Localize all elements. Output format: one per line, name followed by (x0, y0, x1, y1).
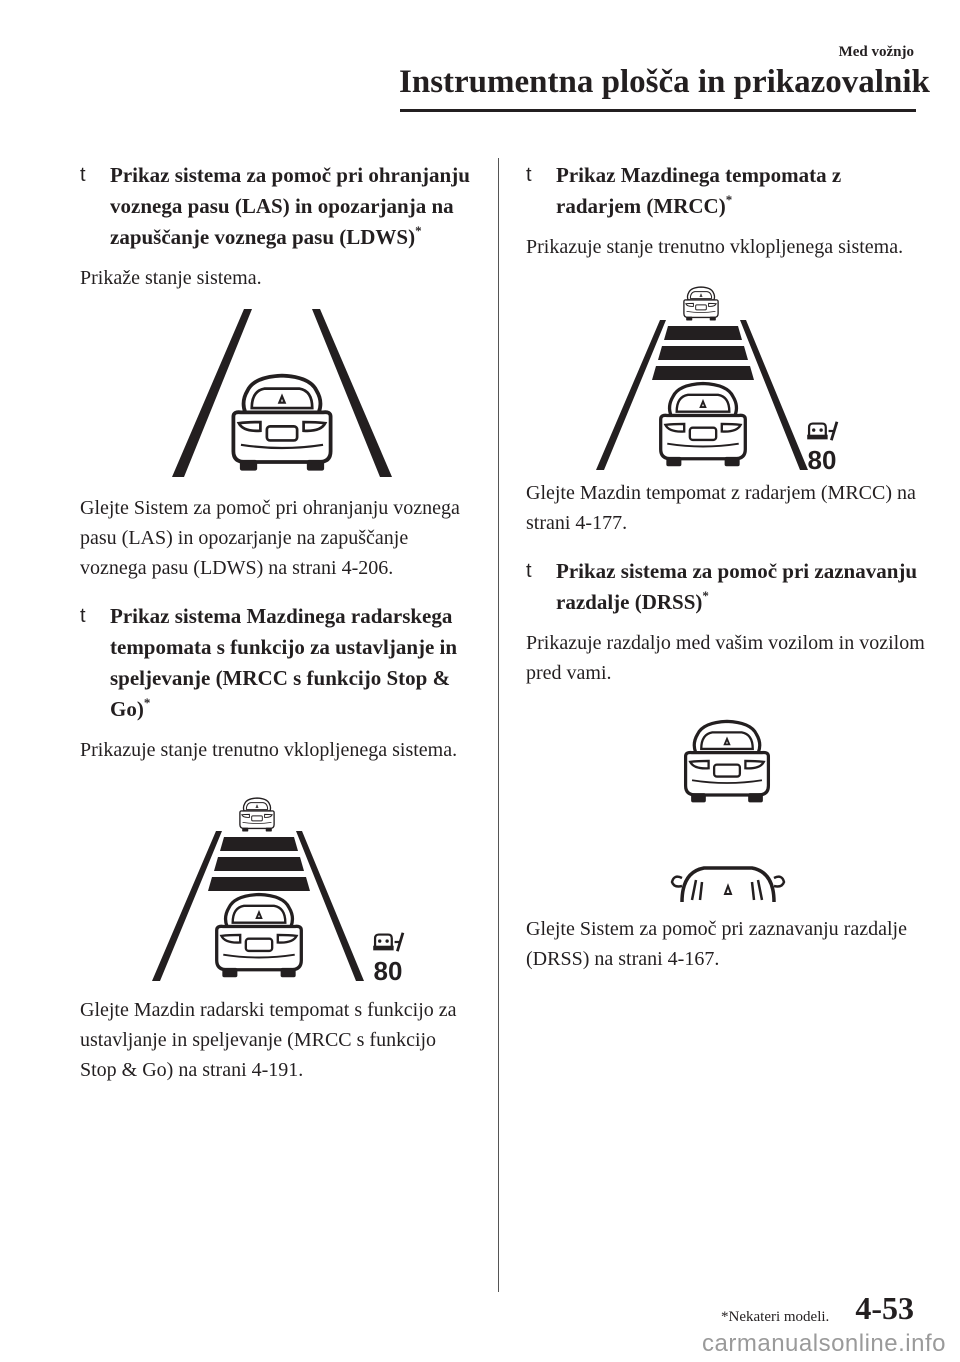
bullet-icon: t (526, 164, 532, 186)
footnote: *Nekateri modeli. (721, 1309, 830, 1325)
set-speed-value: 80 (373, 956, 403, 981)
radar-cruise-icon (576, 284, 926, 470)
section-title: Prikaz sistema za pomoč pri zaznavanju razdalje (DRSS) (556, 559, 918, 614)
section-title: Prikaz sistema Mazdinega radarskega tempomata s funkcijo za ustavljanje in speljevanje (MRCC s funkcijo Stop & Go) (110, 604, 458, 721)
section-heading (526, 556, 926, 618)
header-divider (400, 109, 916, 112)
section-mrcc-stop-go (80, 601, 470, 1085)
section-heading (80, 160, 470, 253)
lane-keep-icon (172, 305, 470, 481)
section-body: Prikaže stanje sistema. (80, 267, 262, 289)
page-title: Instrumentna plošča in prikazovalnik (399, 64, 930, 100)
section-body: Prikazuje stanje trenutno vklopljenega sistema. (80, 739, 458, 761)
footnote-marker: * (725, 192, 733, 207)
section-las-ldws (80, 160, 470, 583)
section-body: Prikazuje stanje trenutno vklopljenega sistema. (526, 236, 904, 258)
set-speed-value: 80 (807, 445, 837, 470)
radar-distance-icon (373, 933, 403, 952)
section-reference: Glejte Mazdin radarski tempomat s funkcijo za ustavljanje in speljevanje (MRCC s funkcijo Stop & Go) na strani 4-191. (80, 999, 457, 1081)
section-drss (526, 556, 926, 974)
radar-cruise-icon (152, 795, 470, 981)
header-section: Med vožnjo (838, 44, 914, 60)
section-heading (80, 601, 470, 725)
section-body: Prikazuje razdaljo med vašim vozilom in vozilom pred vami. (526, 632, 925, 684)
section-reference: Glejte Sistem za pomoč pri zaznavanju razdalje (DRSS) na strani 4-167. (526, 918, 907, 970)
watermark: carmanualsonline.info (702, 1330, 946, 1357)
footnote-marker: * (702, 588, 709, 603)
column-divider (498, 158, 499, 1292)
bullet-icon: t (526, 560, 532, 582)
footnote-marker: * (415, 223, 422, 238)
radar-distance-icon (807, 422, 837, 441)
section-reference: Glejte Sistem za pomoč pri ohranjanju voznega pasu (LAS) in opozarjanje na zapuščanje voznega pasu (LDWS) na strani 4-206. (80, 497, 460, 579)
footnote-marker: * (143, 695, 151, 710)
bullet-icon: t (80, 164, 86, 186)
section-reference: Glejte Mazdin tempomat z radarjem (MRCC) na strani 4-177. (526, 482, 916, 534)
right-column (526, 160, 926, 992)
bullet-icon: t (80, 605, 86, 627)
car-rear-icon (233, 376, 330, 471)
section-title: Prikaz Mazdinega tempomata z radarjem (MRCC) (556, 163, 842, 218)
section-mrcc (526, 160, 926, 538)
car-rear-icon (686, 721, 769, 802)
section-heading (526, 160, 926, 222)
section-title: Prikaz sistema za pomoč pri ohranjanju voznega pasu (LAS) in opozarjanja na zapuščanje voznega pasu (LDWS) (110, 163, 470, 249)
distance-recognition-icon (652, 714, 926, 904)
page-number: 4-53 (855, 1290, 914, 1326)
left-column (80, 160, 470, 1103)
